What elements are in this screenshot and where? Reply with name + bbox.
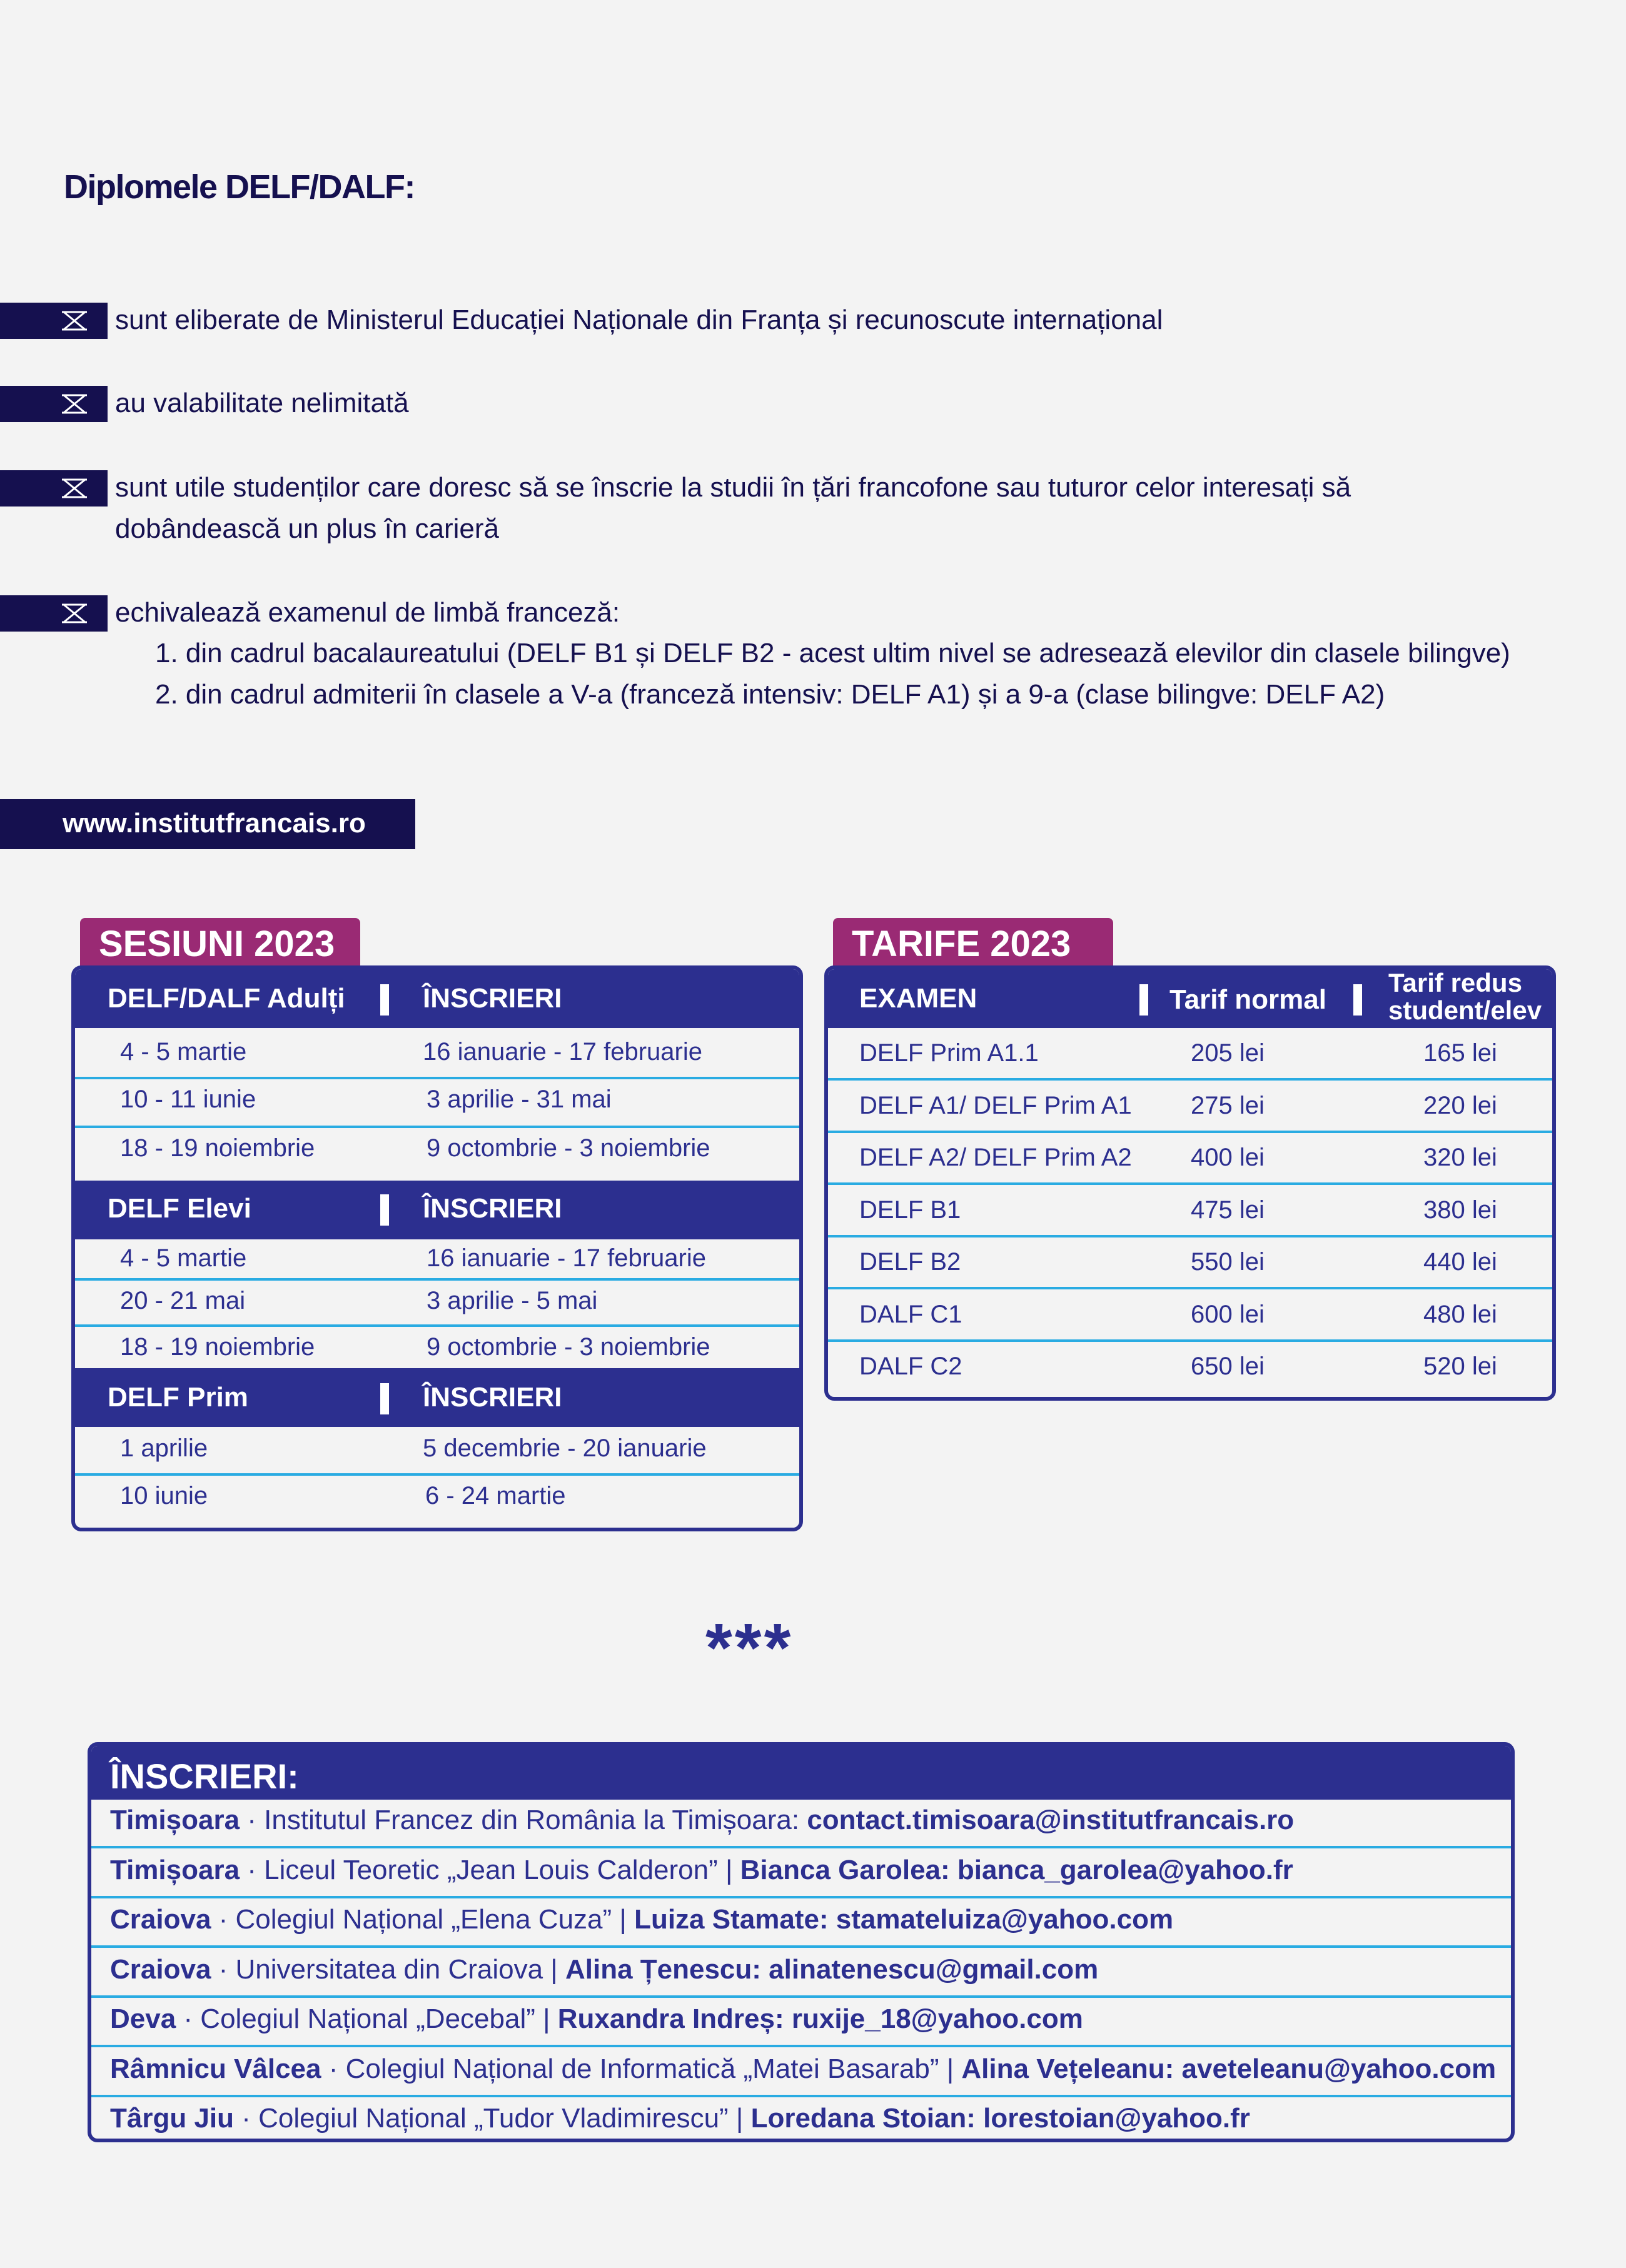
contact[interactable]: Bianca Garolea: bianca_garolea@yahoo.fr <box>740 1854 1293 1885</box>
tarif-normal: 475 lei <box>1191 1196 1265 1224</box>
institution: · Institutul Francez din România la Timișoara: <box>240 1805 807 1835</box>
row-divider <box>828 1235 1552 1237</box>
contact[interactable]: Alina Vețeleanu: aveteleanu@yahoo.com <box>961 2053 1497 2084</box>
col-examen: EXAMEN <box>859 983 977 1014</box>
website-link[interactable]: www.institutfrancais.ro <box>63 808 366 839</box>
row-divider <box>91 1945 1511 1948</box>
city: Râmnicu Vâlcea <box>110 2053 321 2084</box>
tarif-normal: 650 lei <box>1191 1353 1265 1380</box>
group-header <box>75 1181 799 1239</box>
website-banner[interactable] <box>0 799 415 849</box>
bullet-text-4: echivalează examenul de limbă franceză: <box>115 597 620 628</box>
tarif-redus: 320 lei <box>1423 1144 1497 1171</box>
group-title: DELF Prim <box>108 1382 248 1413</box>
group-title: DELF Elevi <box>108 1193 251 1224</box>
institution: · Colegiul Național „Decebal” | <box>176 2003 558 2034</box>
tarif-redus: 165 lei <box>1423 1039 1497 1067</box>
hourglass-icon <box>59 393 90 415</box>
bullet-text-1: sunt eliberate de Ministerul Educației Naționale din Franța și recunoscute internațional <box>115 305 1163 335</box>
tarif-normal: 275 lei <box>1191 1091 1265 1119</box>
bullet-bar <box>0 303 108 339</box>
tarif-normal: 550 lei <box>1191 1248 1265 1276</box>
row-divider <box>91 2045 1511 2047</box>
institution: · Colegiul Național „Tudor Vladimirescu” | <box>234 2103 751 2134</box>
row-divider <box>828 1339 1552 1342</box>
hourglass-icon <box>59 310 90 331</box>
institution: · Universitatea din Craiova | <box>211 1953 565 1985</box>
sub-item-2: 2. din cadrul admiterii în clasele a V-a (franceză intensiv: DELF A1) și a 9-a (clase bilingve: DELF A2) <box>155 679 1385 710</box>
exam-name: DELF B2 <box>859 1248 961 1276</box>
tarif-normal: 600 lei <box>1191 1300 1265 1328</box>
contact[interactable]: Loredana Stoian: lorestoian@yahoo.fr <box>750 2103 1250 2134</box>
tarif-normal: 400 lei <box>1191 1144 1265 1171</box>
inscriere-row <box>110 1904 1173 1935</box>
institution: · Colegiul Național „Elena Cuza” | <box>211 1904 635 1935</box>
row-divider <box>91 2095 1511 2097</box>
city: Craiova <box>110 1904 211 1935</box>
institution: · Colegiul Național de Informatică „Matei Basarab” | <box>321 2053 962 2084</box>
tarife-tab: TARIFE 2023 <box>833 918 1113 969</box>
tarif-redus: 380 lei <box>1423 1196 1497 1224</box>
tarif-normal: 205 lei <box>1191 1039 1265 1067</box>
exam-name: DALF C1 <box>859 1300 962 1328</box>
exam-name: DELF A1/ DELF Prim A1 <box>859 1091 1132 1119</box>
sesiuni-tab: SESIUNI 2023 <box>80 918 360 969</box>
row-divider <box>828 1131 1552 1133</box>
bullet-text-2: au valabilitate nelimitată <box>115 388 409 418</box>
row-divider <box>828 1182 1552 1185</box>
row-divider <box>91 1995 1511 1998</box>
sub-item-1: 1. din cadrul bacalaureatului (DELF B1 și DELF B2 - acest ultim nivel se adresează elevilor din clasele bilingve) <box>155 638 1510 668</box>
row-divider <box>91 1846 1511 1848</box>
hourglass-icon <box>59 478 90 499</box>
city: Timișoara <box>110 1854 240 1885</box>
exam-name: DALF C2 <box>859 1353 962 1380</box>
city: Timișoara <box>110 1805 240 1835</box>
inscrieri-box <box>88 1742 1515 2142</box>
tarife-table <box>824 965 1556 1401</box>
group-header <box>75 1368 799 1427</box>
group-header <box>75 969 799 1028</box>
col-tarif-normal: Tarif normal <box>1169 984 1327 1015</box>
col-tarif-redus: Tarif redus <box>1388 968 1522 997</box>
tarif-redus: 440 lei <box>1423 1248 1497 1276</box>
row-divider <box>91 1896 1511 1898</box>
exam-name: DELF Prim A1.1 <box>859 1039 1039 1067</box>
contact[interactable]: Luiza Stamate: stamateluiza@yahoo.com <box>634 1904 1174 1935</box>
tarife-header <box>828 969 1552 1028</box>
city: Târgu Jiu <box>110 2103 235 2134</box>
col-header: ÎNSCRIERI <box>423 983 562 1014</box>
exam-name: DELF B1 <box>859 1196 961 1224</box>
sesiuni-table: DELF/DALF Adulți ÎNSCRIERI 4 - 5 martie 16 ianuarie - 17 februarie 10 - 11 iunie 3 aprilie - 31 mai 18 - 19 noiembrie 9 octombrie - 3 noiembrie DELF Elevi ÎNSCRIERI 4 - 5 martie 16 ianuarie - 17 februarie 20 - 21 mai 3 aprilie - 5 mai 18 - 19 noiembrie 9 octombrie - 3 noiembrie DELF Prim ÎNSCRIERI 1 aprilie 5 decembrie - 20 ianuarie 10 iunie 6 - 24 martie <box>71 965 803 1531</box>
inscriere-row <box>110 2003 1083 2035</box>
inscriere-row <box>110 2054 1496 2085</box>
city: Deva <box>110 2003 176 2034</box>
col-tarif-redus-2: student/elev <box>1388 995 1542 1025</box>
hourglass-icon <box>59 603 90 624</box>
institution: · Liceul Teoretic „Jean Louis Calderon” | <box>240 1854 740 1885</box>
row-divider <box>828 1078 1552 1081</box>
tarif-redus: 480 lei <box>1423 1300 1497 1328</box>
tarif-redus: 520 lei <box>1423 1353 1497 1380</box>
separator-stars: *** <box>705 1610 794 1686</box>
inscriere-row <box>110 1855 1293 1886</box>
bullet-bar <box>0 470 108 507</box>
col-header: ÎNSCRIERI <box>423 1382 562 1413</box>
city: Craiova <box>110 1953 211 1985</box>
col-header: ÎNSCRIERI <box>423 1193 562 1224</box>
bullet-text-3b: dobândească un plus în carieră <box>115 513 499 544</box>
inscrieri-title: ÎNSCRIERI: <box>110 1756 299 1796</box>
exam-name: DELF A2/ DELF Prim A2 <box>859 1144 1132 1171</box>
inscriere-row <box>110 1805 1294 1836</box>
row-divider <box>828 1287 1552 1289</box>
inscriere-row <box>110 1954 1098 1985</box>
tarif-redus: 220 lei <box>1423 1091 1497 1119</box>
contact[interactable]: Alina Țenescu: alinatenescu@gmail.com <box>565 1953 1099 1985</box>
bullet-bar <box>0 386 108 422</box>
inscriere-row <box>110 2103 1250 2134</box>
page-title: Diplomele DELF/DALF: <box>64 168 415 206</box>
bullet-bar <box>0 595 108 632</box>
inscrieri-header <box>91 1746 1511 1800</box>
group-title: DELF/DALF Adulți <box>108 983 345 1014</box>
contact[interactable]: contact.timisoara@institutfrancais.ro <box>807 1805 1295 1835</box>
bullet-text-3: sunt utile studenților care doresc să se înscrie la studii în țări francofone sau tuturor celor interesați să <box>115 472 1351 503</box>
contact[interactable]: Ruxandra Indreș: ruxije_18@yahoo.com <box>557 2003 1083 2034</box>
